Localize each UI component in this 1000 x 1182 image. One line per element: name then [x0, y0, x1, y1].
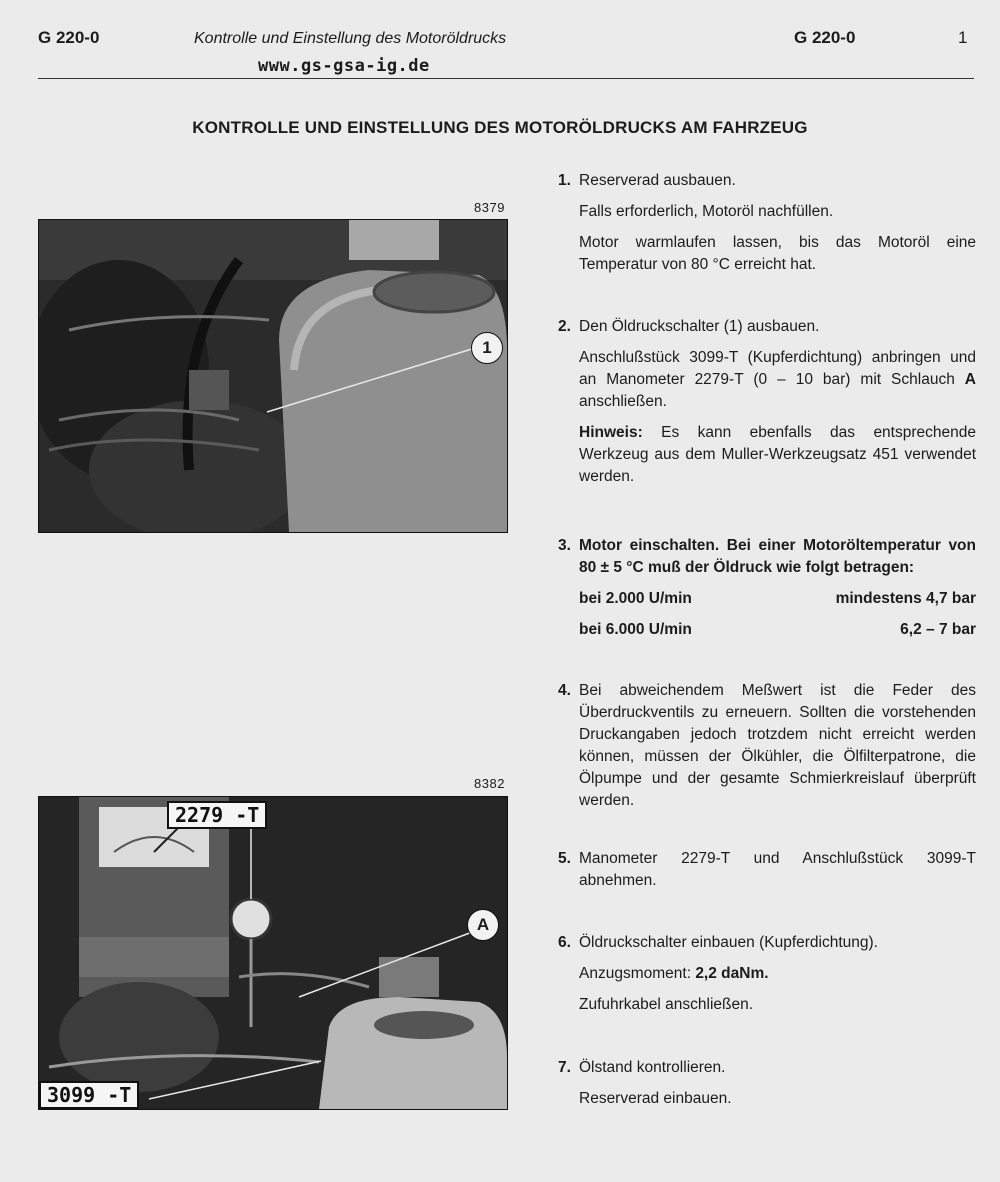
- step-text: Öldruckschalter einbauen (Kupferdichtung).: [579, 934, 878, 951]
- doc-code-left: G 220-0: [38, 28, 100, 47]
- step-text: Reserverad ausbauen.: [579, 172, 736, 189]
- engine-photo-2: [38, 796, 508, 1110]
- step-6: [558, 932, 976, 1025]
- pressure-row: bei 6.000 U/min 6,2 – 7 bar: [579, 621, 976, 638]
- step-number: 7.: [558, 1059, 571, 1076]
- step-4: [558, 680, 976, 821]
- step-number: 4.: [558, 682, 571, 699]
- step-number: 5.: [558, 850, 571, 867]
- doc-title: Kontrolle und Einstellung des Motoröldrucks: [194, 30, 507, 47]
- engine-photo-1: [38, 219, 508, 533]
- step-2: [558, 316, 976, 497]
- step-1: [558, 170, 976, 285]
- step-5: [558, 848, 976, 901]
- step-text: Bei abweichendem Meßwert ist die Feder des Überdruckventils zu erneuern. Sollten die vorstehenden Druckangaben jedoch trotzdem nicht erreicht werden können, müssen der Ölkühler, die Ölfilterpatrone, die Ölpumpe und der gesamte Schmierkreislauf überprüft werden.: [579, 682, 976, 809]
- figure-number-2: 8382: [474, 776, 505, 791]
- step-text: Ölstand kontrollieren.: [579, 1059, 726, 1076]
- step-number: 6.: [558, 934, 571, 951]
- step-text: Anschlußstück 3099-T (Kupferdichtung) anbringen und an Manometer 2279-T (0 – 10 bar) mit Schlauch A anschließen.: [579, 349, 976, 410]
- note-label: Hinweis:: [579, 424, 643, 441]
- step-number: 1.: [558, 172, 571, 189]
- source-url[interactable]: www.gs-gsa-ig.de: [258, 56, 430, 76]
- step-text: Motor warmlaufen lassen, bis das Motoröl eine Temperatur von 80 °C erreicht hat.: [579, 234, 976, 273]
- doc-code-right: G 220-0: [794, 28, 856, 47]
- step-text: Falls erforderlich, Motoröl nachfüllen.: [579, 203, 834, 220]
- page-title: KONTROLLE UND EINSTELLUNG DES MOTORÖLDRUCKS AM FAHRZEUG: [192, 118, 808, 137]
- callout-label-hose: A: [467, 909, 499, 941]
- step-3: [558, 535, 976, 650]
- callout-label-manometer: 2279 -T: [167, 801, 267, 829]
- step-text: Den Öldruckschalter (1) ausbauen.: [579, 318, 820, 335]
- step-text: Zufuhrkabel anschließen.: [579, 996, 754, 1013]
- header-divider: [38, 78, 974, 79]
- step-text: Motor einschalten. Bei einer Motoröltemperatur von 80 ± 5 °C muß der Öldruck wie folgt betragen:: [579, 537, 976, 576]
- pressure-row: bei 2.000 U/min mindestens 4,7 bar: [579, 590, 976, 607]
- step-text: Anzugsmoment: 2,2 daNm.: [579, 965, 769, 982]
- callout-label-adapter: 3099 -T: [39, 1081, 139, 1109]
- step-text: Reserverad einbauen.: [579, 1090, 732, 1107]
- step-7: [558, 1057, 976, 1119]
- step-number: 3.: [558, 537, 571, 554]
- figure-number-1: 8379: [474, 200, 505, 215]
- step-text: Manometer 2279-T und Anschlußstück 3099-T abnehmen.: [579, 850, 976, 889]
- step-number: 2.: [558, 318, 571, 335]
- note: Hinweis: Es kann ebenfalls das entsprechende Werkzeug aus dem Muller-Werkzeugsatz 451 verwendet werden.: [579, 424, 976, 485]
- page-number: 1: [958, 28, 968, 47]
- callout-label-1: 1: [471, 332, 503, 364]
